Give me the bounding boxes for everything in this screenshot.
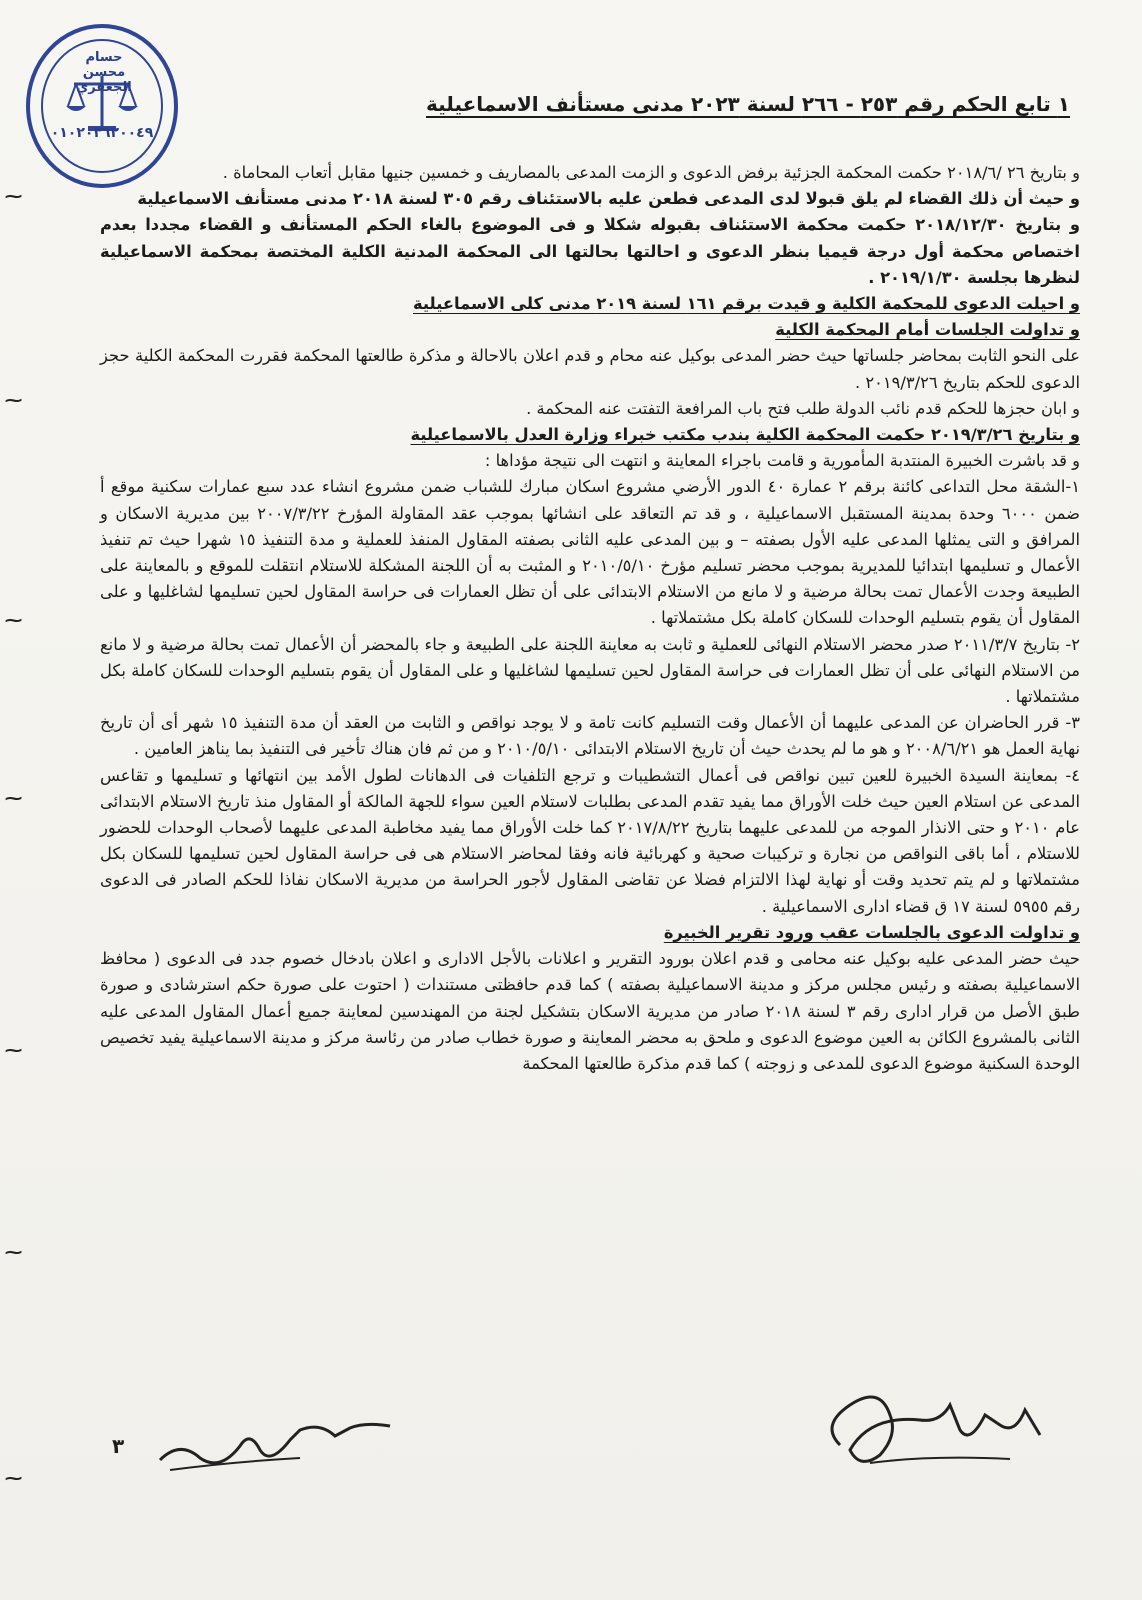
paragraph: على النحو الثابت بمحاضر جلساتها حيث حضر المدعى بوكيل عنه محام و قدم اعلان بالاحالة و مذكرة طالعتها المحكمة فقررت المحكمة الكلية حجز الدعوى للحكم بتاريخ ٢٠١٩/٣/٢٦ . bbox=[100, 346, 1080, 392]
margin-mark: ~ bbox=[2, 1242, 25, 1263]
list-item: ١-الشقة محل التداعى كائنة برقم ٢ عمارة ٤٠ الدور الأرضي مشروع اسكان مبارك للشباب ضمن مشروع انشاء عدد سبع عمارات سكنية موقع أ ضمن ٦٠٠٠ وحدة بمدينة المستقبل الاسماعيلية ، و قد تم التعاقد على انشائها بموجب عقد المقاولة المؤرخ ٢٠٠٧/٣/٢٢ بين مديرية الاسكان و المرافق و التى يمثلها المدعى عليه الأول بصفته – و بين المدعى عليه الثانى بصفته المقاول المنفذ للعملية و مدة التنفيذ ١٥ شهرا حيث تم تنفيذ الأعمال و تسليمها ابتدائيا للمديرية بموجب محضر تسليم مؤرخ ٢٠١٠/٥/١٠ و المثبت به أن اللجنة المشكلة للاستلام انتقلت للموقع و بالمعاينة على الطبيعة وجدت الأعمال تمت بحالة مرضية و لا مانع من الاستلام الابتدائى على أن تظل العمارات فى حراسة المقاول لحين تسليمها لشاغليها و على المقاول أن يقوم بتسليم الوحدات للسكان كاملة بكل مشتملاتها . bbox=[100, 477, 1080, 628]
margin-mark: ~ bbox=[2, 1040, 25, 1061]
list-item: ٤- بمعاينة السيدة الخبيرة للعين تبين نواقص فى أعمال التشطيبات و ترجع التلفيات فى الدهانات لطول الأمد بين انتهائها و تسليمها و تقاعس المدعى عن استلام العين حيث خلت الأوراق مما يفيد تقدم المدعى بطلبات لاستلام العين سواء للجهة المالكة أو المقاول منذ تاريخ الاستلام الابتدائى عام ٢٠١٠ و حتى الانذار الموجه من للمدعى عليهما بتاريخ ٢٠١٧/٨/٢٢ كما خلت الأوراق مما يفيد مخاطبة المدعى عليهما لأصحاب الوحدات للحضور للاستلام ، أما باقى النواقص من نجارة و تركيبات صحية و كهربائية فانه وفقا لمحاضر الاستلام هى فى حراسة المقاول لحين تسليمها للسكان بكل مشتملاتها و لم يتم تحديد وقت أو نهاية لهذا الالتزام فضلا عن تقاضى المقاول لأجور الحراسة من مديرية الاسكان نفاذا للحكم الصادر فى الدعوى رقم ٥٩٥٥ لسنة ١٧ ق قضاء ادارى الاسماعيلية . bbox=[100, 765, 1081, 916]
paragraph: حيث حضر المدعى عليه بوكيل عنه محامى و قدم اعلان بورود التقرير و اعلانات بالأجل الادارى و اعلان بادخال خصوم جدد فى الدعوى ( محافظ الاسماعيلية بصفته و رئيس مجلس مركز و مدينة الاسماعيلية بصفته ) كما قدم حافظتى مستندات ( احتوت على صورة حكم استرشادى و صورة طبق الأصل من قرار ادارى رقم ٣ لسنة ٢٠١٨ صادر من مديرية الاسكان بتشكيل لجنة من المهندسين لمعاينة جميع أعمال المقاول المدعى عليه الثانى بالمشروع الكائن به العين موضوع الدعوى و ملحق به محضر المعاينة و صورة خطاب صادر من رئاسة مركز و مدينة الاسماعيلية يفيد تخصيص الوحدة السكنية موضوع الدعوى للمدعى و زوجته ) كما قدم مذكرة طالعتها المحكمة bbox=[100, 949, 1080, 1073]
list-item: ٢- بتاريخ ٢٠١١/٣/٧ صدر محضر الاستلام النهائى للعملية و ثابت به معاينة اللجنة على الطبيعة و جاء بالمحضر أن الأعمال تمت بحالة مرضية و لا مانع من الاستلام النهائى على أن تظل العمارات فى حراسة المقاول لحين تسليمها لشاغليها و على المقاول أن يقوم بتسليم الوحدات للسكان كاملة بكل مشتملاتها . bbox=[100, 634, 1080, 707]
margin-mark: ~ bbox=[2, 1468, 25, 1489]
margin-mark: ~ bbox=[2, 788, 25, 809]
stamp-id-number: ٠١٠٢٠٣٦٢٠٠٤٩ bbox=[50, 125, 154, 141]
paragraph: و ابان حجزها للحكم قدم نائب الدولة طلب فتح باب المرافعة التفتت عنه المحكمة . bbox=[526, 398, 1080, 418]
margin-mark: ~ bbox=[2, 610, 25, 631]
document-body bbox=[100, 160, 1080, 1077]
paragraph-heading: و احيلت الدعوى للمحكمة الكلية و قيدت برقم ١٦١ لسنة ٢٠١٩ مدنى كلى الاسماعيلية bbox=[413, 294, 1080, 314]
page-title: ١ تابع الحكم رقم ٢٥٣ - ٢٦٦ لسنة ٢٠٢٣ مدنى مستأنف الاسماعيلية bbox=[426, 92, 1070, 116]
signature-left bbox=[150, 1400, 400, 1480]
paragraph: و بتاريخ ٢٠١٨/١٢/٣٠ حكمت محكمة الاستئناف بقبوله شكلا و فى الموضوع بالغاء الحكم المستأنف و القضاء مجددا بعدم اختصاص محكمة أول درجة قيميا بنظر الدعوى و احالتها بحالتها الى المحكمة المدنية الكلية المختصة بمحكمة الاسماعيلية لنظرها بجلسة ٢٠١٩/١/٣٠ . bbox=[100, 215, 1080, 287]
paragraph-heading: و تداولت الدعوى بالجلسات عقب ورود تقرير الخبيرة bbox=[663, 922, 1080, 942]
paragraph: و حيث أن ذلك القضاء لم يلق قبولا لدى المدعى فطعن عليه بالاستئناف رقم ٣٠٥ لسنة ٢٠١٨ مدنى مستأنف الاسماعيلية bbox=[137, 189, 1080, 209]
page-number: ٣ bbox=[112, 1434, 125, 1458]
signature-left-graphic bbox=[150, 1400, 400, 1480]
margin-mark: ~ bbox=[2, 186, 25, 207]
stamp-name: حسام محسن الجعفري bbox=[76, 50, 132, 95]
signature-right-graphic bbox=[810, 1375, 1060, 1475]
paragraph-heading: و بتاريخ ٢٠١٩/٣/٢٦ حكمت المحكمة الكلية بندب مكتب خبراء وزارة العدل بالاسماعيلية bbox=[410, 425, 1080, 445]
paragraph-heading: و تداولت الجلسات أمام المحكمة الكلية bbox=[775, 320, 1080, 340]
signature-right bbox=[810, 1375, 1060, 1475]
paragraph: و بتاريخ ٢٦ /٢٠١٨/٦ حكمت المحكمة الجزئية برفض الدعوى و الزمت المدعى بالمصاريف و خمسين جنيها مقابل أتعاب المحاماة . bbox=[222, 163, 1080, 182]
margin-mark: ~ bbox=[2, 390, 25, 411]
paragraph: و قد باشرت الخبيرة المنتدبة المأمورية و قامت باجراء المعاينة و انتهت الى نتيجة مؤداها : bbox=[484, 451, 1080, 471]
list-item: ٣- قرر الحاضران عن المدعى عليهما أن الأعمال وقت التسليم كانت تامة و لا يوجد نواقص و الثابت من العقد أن مدة التنفيذ ١٥ شهر أى أن تاريخ نهاية العمل هو ٢٠٠٨/٦/٢١ و هو ما لم يحدث حيث أن تاريخ الاستلام الابتدائى ٢٠١٠/٥/١٠ و من ثم فان هناك تأخير فى التنفيذ بما يناهز العامين . bbox=[100, 713, 1081, 759]
